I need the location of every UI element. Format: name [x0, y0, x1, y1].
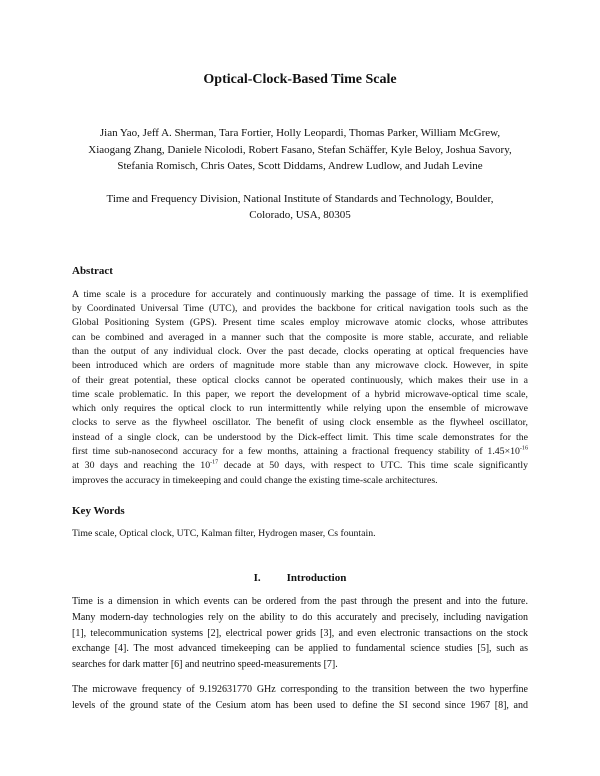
- abstract-line: instead of a single clock, can be understood by the Dick-effect limit. This time scale demonstrates for the: [72, 431, 528, 443]
- keywords-text: Time scale, Optical clock, UTC, Kalman filter, Hydrogen maser, Cs fountain.: [72, 528, 376, 539]
- intro-paragraph: [72, 682, 528, 713]
- exponent: -17: [210, 460, 219, 467]
- abstract-line: Global Positioning System (GPS). Present time scales employ microwave atomic clocks, whose attributes: [72, 317, 528, 329]
- exponent: -16: [519, 445, 528, 452]
- abstract-line: improves the accuracy in timekeeping and could change the existing time-scale architectures.: [72, 474, 438, 486]
- paper-title: Optical-Clock-Based Time Scale: [203, 72, 397, 87]
- abstract-line: which only requires the optical clock to run intermittently while relying upon the ensemble of microwave: [72, 403, 528, 415]
- section-title: Introduction: [286, 572, 347, 584]
- author-list: [72, 125, 528, 175]
- abstract-text: at 30 days and reaching the 10: [72, 460, 211, 472]
- abstract-body: [72, 288, 528, 488]
- keywords-heading: Key Words: [72, 505, 125, 517]
- abstract-line: [72, 445, 528, 459]
- affiliation-line: Colorado, USA, 80305: [249, 208, 351, 221]
- abstract-line: by Coordinated Universal Time (UTC), and provides the backbone for critical navigation tools such as the: [72, 303, 528, 315]
- abstract-line: can be combined and averaged in a manner such that the composite is more stable, accurate, and reliable: [72, 331, 528, 343]
- abstract-text: first time sub-nanosecond accuracy for a few months, attaining a fractional frequency stability of 1.45×10: [72, 446, 520, 458]
- paragraph-line: exchange [4]. The most advanced timekeeping can be applied to fundamental science studies [5], such as: [72, 643, 528, 655]
- paragraph-line: The microwave frequency of 9.192631770 GHz corresponding to the transition between the two hyperfine: [72, 684, 528, 696]
- abstract-line: of their great potential, these optical clocks cannot be operated continuously, which makes their use in a: [72, 374, 528, 386]
- author-line: Stefania Romisch, Chris Oates, Scott Diddams, Andrew Ludlow, and Judah Levine: [117, 160, 483, 172]
- abstract-line: been introduced which are orders of magnitude more stable than any microwave clock. However, in spite: [72, 360, 528, 372]
- abstract-line: time scale problematic. In this paper, we report the development of a hybrid microwave-optical time scale,: [72, 388, 528, 400]
- affiliation-line: Time and Frequency Division, National Institute of Standards and Technology, Boulder,: [106, 193, 494, 205]
- paragraph-line: levels of the ground state of the Cesium atom has been used to define the SI second since 1967 [8], and: [72, 699, 528, 711]
- paragraph-line: searches for dark matter [6] and neutrino speed-measurements [7].: [72, 659, 338, 670]
- author-line: Xiaogang Zhang, Daniele Nicolodi, Robert Fasano, Stefan Schäffer, Kyle Beloy, Joshua Savory,: [88, 143, 512, 156]
- abstract-text: decade at 50 days, with respect to UTC. This time scale significantly: [218, 460, 528, 472]
- paragraph-line: Time is a dimension in which events can be ordered from the past through the present and into the future.: [72, 596, 528, 608]
- section-heading: [72, 570, 528, 586]
- author-line: Jian Yao, Jeff A. Sherman, Tara Fortier, Holly Leopardi, Thomas Parker, William McGrew,: [99, 127, 501, 139]
- intro-paragraph: [72, 594, 528, 673]
- section-number: I.: [253, 572, 261, 584]
- abstract-line: [72, 459, 528, 473]
- abstract-line: A time scale is a procedure for accurately and continuously marking the passage of time. It is exemplified: [72, 288, 528, 300]
- abstract-line: clocks to serve as the flywheel oscillator. The benefit of using clock ensemble as the flywheel oscillator,: [72, 417, 528, 429]
- abstract-line: than the output of any individual clock. Over the past decade, clocks operating at optical frequencies have: [72, 345, 528, 357]
- affiliation: [72, 192, 528, 223]
- paragraph-line: [1], telecommunication systems [2], electrical power grids [3], and even electronic transactions on the stock: [72, 627, 528, 639]
- paragraph-line: Many modern-day technologies rely on the ability to do this accurately and precisely, including navigation: [72, 611, 528, 623]
- abstract-heading: Abstract: [72, 265, 113, 277]
